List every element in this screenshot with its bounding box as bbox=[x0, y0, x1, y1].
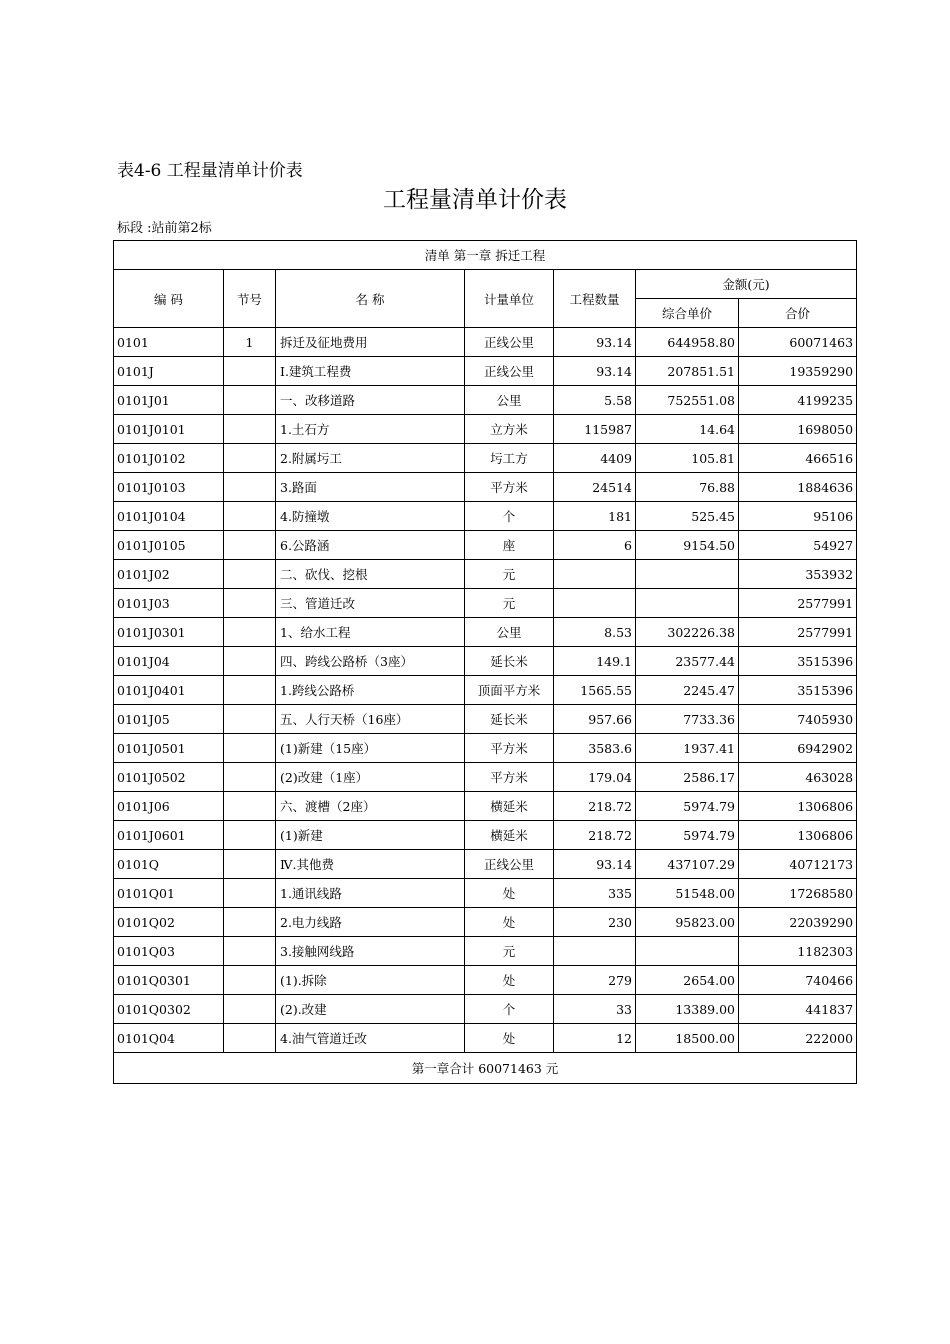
table-row bbox=[114, 618, 857, 647]
row-total: 40712173 bbox=[739, 850, 857, 879]
row-total: 3515396 bbox=[739, 676, 857, 705]
row-code: 0101Q02 bbox=[114, 908, 224, 937]
row-quantity: 218.72 bbox=[554, 821, 636, 850]
row-total: 353932 bbox=[739, 560, 857, 589]
row-quantity: 5.58 bbox=[554, 386, 636, 415]
row-quantity: 12 bbox=[554, 1024, 636, 1053]
row-section-no bbox=[224, 560, 276, 589]
row-unit-price: 5974.79 bbox=[636, 792, 739, 821]
row-unit-price bbox=[636, 589, 739, 618]
row-name: 1.跨线公路桥 bbox=[276, 676, 465, 705]
row-total: 60071463 bbox=[739, 328, 857, 357]
row-section-no bbox=[224, 502, 276, 531]
row-total: 4199235 bbox=[739, 386, 857, 415]
chapter-header: 清单 第一章 拆迁工程 bbox=[114, 241, 857, 270]
row-quantity: 8.53 bbox=[554, 618, 636, 647]
row-unit-price: 207851.51 bbox=[636, 357, 739, 386]
row-unit-price: 1937.41 bbox=[636, 734, 739, 763]
row-quantity: 115987 bbox=[554, 415, 636, 444]
row-unit: 处 bbox=[465, 879, 554, 908]
row-section-no bbox=[224, 647, 276, 676]
row-section-no bbox=[224, 705, 276, 734]
row-code: 0101J06 bbox=[114, 792, 224, 821]
row-unit: 个 bbox=[465, 502, 554, 531]
row-total: 740466 bbox=[739, 966, 857, 995]
table-row bbox=[114, 647, 857, 676]
row-name: 六、渡槽（2座） bbox=[276, 792, 465, 821]
table-row bbox=[114, 328, 857, 357]
row-section-no bbox=[224, 792, 276, 821]
row-quantity bbox=[554, 560, 636, 589]
row-section-no bbox=[224, 473, 276, 502]
table-row bbox=[114, 966, 857, 995]
page-title: 工程量清单计价表 bbox=[383, 187, 567, 213]
row-total: 3515396 bbox=[739, 647, 857, 676]
header-total: 合价 bbox=[739, 299, 857, 328]
row-quantity: 230 bbox=[554, 908, 636, 937]
row-unit: 平方米 bbox=[465, 763, 554, 792]
table-row bbox=[114, 473, 857, 502]
row-total: 466516 bbox=[739, 444, 857, 473]
row-unit: 元 bbox=[465, 589, 554, 618]
row-name: 二、砍伐、挖根 bbox=[276, 560, 465, 589]
row-quantity: 279 bbox=[554, 966, 636, 995]
row-unit: 横延米 bbox=[465, 821, 554, 850]
row-name: 2.附属圬工 bbox=[276, 444, 465, 473]
row-unit-price: 2586.17 bbox=[636, 763, 739, 792]
table-row bbox=[114, 763, 857, 792]
row-unit-price: 2245.47 bbox=[636, 676, 739, 705]
row-total: 463028 bbox=[739, 763, 857, 792]
row-unit: 延长米 bbox=[465, 647, 554, 676]
row-unit-price: 437107.29 bbox=[636, 850, 739, 879]
bill-of-quantities-table bbox=[113, 240, 857, 1084]
row-unit: 正线公里 bbox=[465, 328, 554, 357]
row-unit: 元 bbox=[465, 937, 554, 966]
row-name: (2).改建 bbox=[276, 995, 465, 1024]
row-unit-price: 23577.44 bbox=[636, 647, 739, 676]
row-unit: 圬工方 bbox=[465, 444, 554, 473]
row-name: 3.路面 bbox=[276, 473, 465, 502]
row-section-no bbox=[224, 966, 276, 995]
table-row bbox=[114, 589, 857, 618]
row-section-no bbox=[224, 589, 276, 618]
table-row bbox=[114, 734, 857, 763]
row-unit: 座 bbox=[465, 531, 554, 560]
header-name: 名 称 bbox=[276, 270, 465, 328]
row-code: 0101J01 bbox=[114, 386, 224, 415]
row-unit: 平方米 bbox=[465, 473, 554, 502]
header-amount: 金额(元) bbox=[636, 270, 857, 299]
row-quantity: 1565.55 bbox=[554, 676, 636, 705]
row-code: 0101J05 bbox=[114, 705, 224, 734]
chapter-total: 第一章合计 60071463 元 bbox=[114, 1053, 857, 1084]
row-name: (2)改建（1座） bbox=[276, 763, 465, 792]
row-name: 2.电力线路 bbox=[276, 908, 465, 937]
row-unit-price: 525.45 bbox=[636, 502, 739, 531]
row-quantity: 3583.6 bbox=[554, 734, 636, 763]
row-unit: 处 bbox=[465, 908, 554, 937]
row-section-no bbox=[224, 937, 276, 966]
row-unit-price: 14.64 bbox=[636, 415, 739, 444]
row-code: 0101J0401 bbox=[114, 676, 224, 705]
row-quantity bbox=[554, 589, 636, 618]
row-quantity: 335 bbox=[554, 879, 636, 908]
row-name: 五、人行天桥（16座） bbox=[276, 705, 465, 734]
row-code: 0101Q03 bbox=[114, 937, 224, 966]
row-total: 95106 bbox=[739, 502, 857, 531]
row-unit-price: 2654.00 bbox=[636, 966, 739, 995]
row-total: 1698050 bbox=[739, 415, 857, 444]
row-code: 0101J0501 bbox=[114, 734, 224, 763]
row-section-no bbox=[224, 415, 276, 444]
row-section-no bbox=[224, 908, 276, 937]
section-label: 标段 :站前第2标 bbox=[117, 221, 212, 236]
row-code: 0101Q bbox=[114, 850, 224, 879]
row-section-no: 1 bbox=[224, 328, 276, 357]
row-section-no bbox=[224, 386, 276, 415]
table-row bbox=[114, 1024, 857, 1053]
row-code: 0101J0104 bbox=[114, 502, 224, 531]
row-unit: 顶面平方米 bbox=[465, 676, 554, 705]
row-code: 0101Q04 bbox=[114, 1024, 224, 1053]
row-unit: 元 bbox=[465, 560, 554, 589]
row-total: 441837 bbox=[739, 995, 857, 1024]
row-quantity: 149.1 bbox=[554, 647, 636, 676]
row-total: 1306806 bbox=[739, 792, 857, 821]
row-unit-price: 105.81 bbox=[636, 444, 739, 473]
row-unit-price: 13389.00 bbox=[636, 995, 739, 1024]
row-name: 1、给水工程 bbox=[276, 618, 465, 647]
table-row bbox=[114, 415, 857, 444]
row-section-no bbox=[224, 821, 276, 850]
header-unit-price: 综合单价 bbox=[636, 299, 739, 328]
row-unit-price: 76.88 bbox=[636, 473, 739, 502]
header-code: 编 码 bbox=[114, 270, 224, 328]
table-row bbox=[114, 879, 857, 908]
row-name: (1)新建（15座） bbox=[276, 734, 465, 763]
table-row bbox=[114, 676, 857, 705]
table-row bbox=[114, 850, 857, 879]
row-total: 22039290 bbox=[739, 908, 857, 937]
table-row bbox=[114, 502, 857, 531]
row-total: 222000 bbox=[739, 1024, 857, 1053]
row-code: 0101 bbox=[114, 328, 224, 357]
row-name: 1.土石方 bbox=[276, 415, 465, 444]
row-unit: 正线公里 bbox=[465, 850, 554, 879]
row-unit-price: 7733.36 bbox=[636, 705, 739, 734]
row-code: 0101J0301 bbox=[114, 618, 224, 647]
row-code: 0101J03 bbox=[114, 589, 224, 618]
row-quantity: 93.14 bbox=[554, 357, 636, 386]
row-quantity bbox=[554, 937, 636, 966]
row-code: 0101J0101 bbox=[114, 415, 224, 444]
row-section-no bbox=[224, 763, 276, 792]
chapter-header-row bbox=[114, 241, 857, 270]
row-quantity: 6 bbox=[554, 531, 636, 560]
row-unit: 横延米 bbox=[465, 792, 554, 821]
chapter-total-row bbox=[114, 1053, 857, 1084]
column-header-row bbox=[114, 270, 857, 299]
row-code: 0101J04 bbox=[114, 647, 224, 676]
row-unit-price: 302226.38 bbox=[636, 618, 739, 647]
row-section-no bbox=[224, 734, 276, 763]
row-unit: 个 bbox=[465, 995, 554, 1024]
row-unit-price: 95823.00 bbox=[636, 908, 739, 937]
table-row bbox=[114, 705, 857, 734]
table-row bbox=[114, 531, 857, 560]
row-unit-price: 752551.08 bbox=[636, 386, 739, 415]
row-name: 4.油气管道迁改 bbox=[276, 1024, 465, 1053]
row-quantity: 24514 bbox=[554, 473, 636, 502]
row-name: 拆迁及征地费用 bbox=[276, 328, 465, 357]
header-unit: 计量单位 bbox=[465, 270, 554, 328]
row-unit: 立方米 bbox=[465, 415, 554, 444]
row-code: 0101J0103 bbox=[114, 473, 224, 502]
table-row bbox=[114, 357, 857, 386]
row-name: 1.通讯线路 bbox=[276, 879, 465, 908]
row-code: 0101Q0302 bbox=[114, 995, 224, 1024]
row-name: 3.接触网线路 bbox=[276, 937, 465, 966]
row-code: 0101Q0301 bbox=[114, 966, 224, 995]
row-unit-price: 9154.50 bbox=[636, 531, 739, 560]
table-caption: 表4-6 工程量清单计价表 bbox=[117, 161, 303, 181]
row-code: 0101J0105 bbox=[114, 531, 224, 560]
row-unit-price: 644958.80 bbox=[636, 328, 739, 357]
row-unit: 延长米 bbox=[465, 705, 554, 734]
row-unit: 公里 bbox=[465, 618, 554, 647]
row-total: 19359290 bbox=[739, 357, 857, 386]
row-quantity: 181 bbox=[554, 502, 636, 531]
row-total: 17268580 bbox=[739, 879, 857, 908]
row-name: 一、改移道路 bbox=[276, 386, 465, 415]
row-code: 0101J02 bbox=[114, 560, 224, 589]
row-unit-price bbox=[636, 560, 739, 589]
row-name: 4.防撞墩 bbox=[276, 502, 465, 531]
row-quantity: 218.72 bbox=[554, 792, 636, 821]
row-section-no bbox=[224, 618, 276, 647]
row-total: 1182303 bbox=[739, 937, 857, 966]
row-name: 三、管道迁改 bbox=[276, 589, 465, 618]
row-quantity: 957.66 bbox=[554, 705, 636, 734]
table-row bbox=[114, 560, 857, 589]
row-unit-price: 51548.00 bbox=[636, 879, 739, 908]
table-row bbox=[114, 995, 857, 1024]
row-code: 0101J0502 bbox=[114, 763, 224, 792]
row-name: (1)新建 bbox=[276, 821, 465, 850]
row-section-no bbox=[224, 531, 276, 560]
row-name: 四、跨线公路桥（3座） bbox=[276, 647, 465, 676]
row-name: Ⅳ.其他费 bbox=[276, 850, 465, 879]
row-section-no bbox=[224, 444, 276, 473]
row-section-no bbox=[224, 357, 276, 386]
row-quantity: 93.14 bbox=[554, 328, 636, 357]
row-total: 2577991 bbox=[739, 589, 857, 618]
row-total: 2577991 bbox=[739, 618, 857, 647]
row-unit: 处 bbox=[465, 1024, 554, 1053]
row-code: 0101J0102 bbox=[114, 444, 224, 473]
row-code: 0101J bbox=[114, 357, 224, 386]
row-quantity: 33 bbox=[554, 995, 636, 1024]
row-total: 6942902 bbox=[739, 734, 857, 763]
row-unit: 正线公里 bbox=[465, 357, 554, 386]
row-unit-price bbox=[636, 937, 739, 966]
header-section-no: 节号 bbox=[224, 270, 276, 328]
row-unit-price: 18500.00 bbox=[636, 1024, 739, 1053]
row-total: 1884636 bbox=[739, 473, 857, 502]
row-total: 7405930 bbox=[739, 705, 857, 734]
row-code: 0101J0601 bbox=[114, 821, 224, 850]
row-name: 6.公路涵 bbox=[276, 531, 465, 560]
header-quantity: 工程数量 bbox=[554, 270, 636, 328]
row-name: Ⅰ.建筑工程费 bbox=[276, 357, 465, 386]
row-total: 1306806 bbox=[739, 821, 857, 850]
row-section-no bbox=[224, 850, 276, 879]
row-quantity: 179.04 bbox=[554, 763, 636, 792]
row-quantity: 4409 bbox=[554, 444, 636, 473]
table-row bbox=[114, 908, 857, 937]
row-section-no bbox=[224, 995, 276, 1024]
row-unit: 处 bbox=[465, 966, 554, 995]
table-row bbox=[114, 444, 857, 473]
row-code: 0101Q01 bbox=[114, 879, 224, 908]
table-row bbox=[114, 821, 857, 850]
table-row bbox=[114, 792, 857, 821]
row-unit: 公里 bbox=[465, 386, 554, 415]
row-unit: 平方米 bbox=[465, 734, 554, 763]
table-row bbox=[114, 937, 857, 966]
row-name: (1).拆除 bbox=[276, 966, 465, 995]
row-section-no bbox=[224, 676, 276, 705]
table-row bbox=[114, 386, 857, 415]
row-section-no bbox=[224, 1024, 276, 1053]
row-unit-price: 5974.79 bbox=[636, 821, 739, 850]
row-total: 54927 bbox=[739, 531, 857, 560]
row-quantity: 93.14 bbox=[554, 850, 636, 879]
row-section-no bbox=[224, 879, 276, 908]
